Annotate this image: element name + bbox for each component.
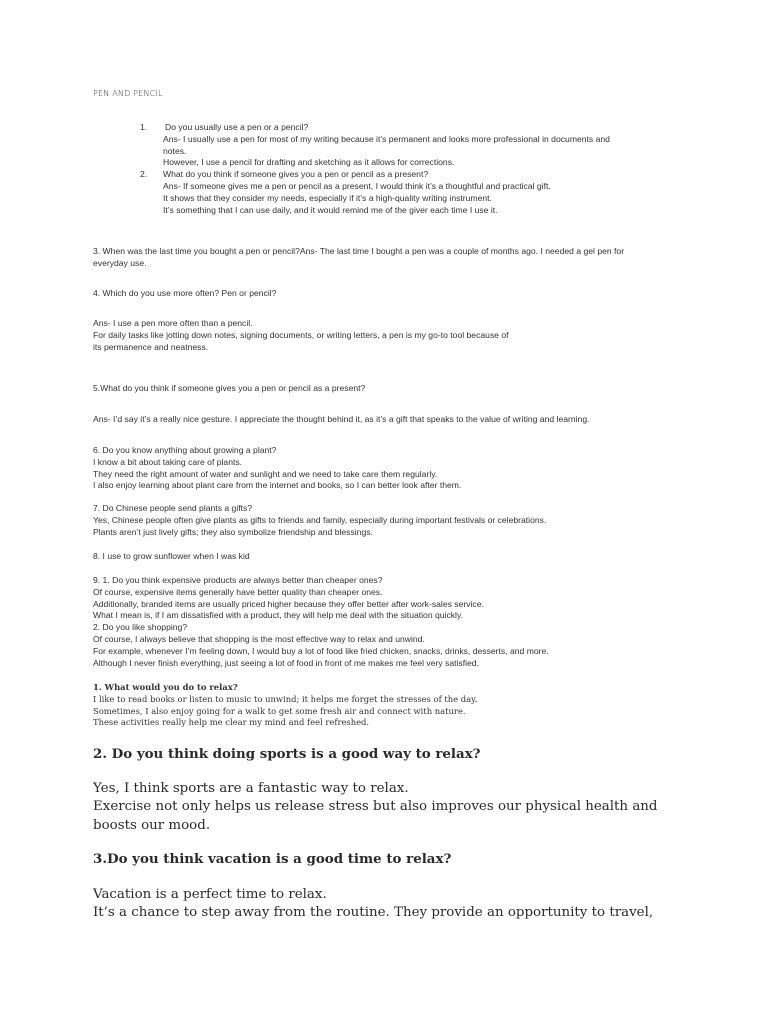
list-item [139, 122, 679, 169]
answer-line: Yes, Chinese people often give plants as gifts to friends and family, especially during important festivals or celebrations. [93, 514, 547, 525]
answer-line: It shows that they consider my needs, especially if it’s a high-quality writing instrument. [163, 192, 492, 203]
question-5-heading [93, 383, 693, 395]
question-3-block [93, 246, 693, 270]
answer-line: I like to read books or listen to music to unwind; it helps me forget the stresses of the day. [93, 693, 478, 704]
question-4-answer [93, 318, 693, 353]
relax-question-1-block [93, 682, 693, 729]
answer-line: boosts our mood. [93, 817, 211, 833]
answer-line: For example, whenever I’m feeling down, I would buy a lot of food like fried chicken, snacks, drinks, desserts, and more. [93, 645, 549, 656]
answer-line: Yes, I think sports are a fantastic way to relax. [93, 781, 409, 796]
answer-line: It’s a chance to step away from the routine. They provide an opportunity to travel, [93, 905, 654, 921]
paragraph-line: 3. When was the last time you bought a pen or pencil?Ans- The last time I bought a pen was a couple of months ago. I needed a gel pen for [93, 246, 625, 256]
answer-line: These activities really help me clear my mind and feel refreshed. [93, 717, 370, 728]
relax-question-3-answer [93, 886, 693, 923]
answer-line: Of course, I always believe that shopping is the most effective way to relax and unwind. [93, 633, 425, 644]
question-5-answer [93, 414, 693, 426]
question-text: Do you usually use a pen or a pencil? [165, 122, 309, 132]
paragraph-line: 8. I use to grow sunflower when I was kid [93, 551, 250, 561]
answer-line: Of course, expensive items generally have better quality than cheaper ones. [93, 586, 383, 597]
answer-line: Ans- If someone gives me a pen or pencil as a present, I would think it’s a thoughtful and practical gift. [163, 180, 551, 191]
answer-line: I also enjoy learning about plant care from the internet and books, so I can better look after them. [93, 480, 462, 491]
answer-line: Additionally, branded items are usually priced higher because they offer better after work-sales service. [93, 598, 484, 609]
question-6-block [93, 445, 693, 492]
answer-line: Ans- I’d say it’s a really nice gesture. I appreciate the thought behind it, as it’s a gift that speaks to the value of writing and learning. [93, 414, 590, 424]
question-text: 6. Do you know anything about growing a plant? [93, 445, 277, 455]
answer-line: Plants aren’t just lively gifts; they also symbolize friendship and blessings. [93, 526, 373, 537]
relax-question-3-heading: 3.Do you think vacation is a good time to relax? [93, 851, 452, 867]
answer-line: Ans- I use a pen more often than a pencil. [93, 318, 253, 328]
numbered-list [139, 122, 679, 216]
answer-line: Ans- I usually use a pen for most of my writing because it’s permanent and looks more professional in documents and [163, 133, 610, 144]
list-item [139, 169, 679, 216]
answer-line: Although I never finish everything, just seeing a lot of food in front of me makes me feel very satisfied. [93, 657, 479, 668]
answer-line: For daily tasks like jotting down notes, signing documents, or writing letters, a pen is my go-to tool because of [93, 329, 509, 340]
page-title: PEN AND PENCIL [93, 89, 163, 98]
answer-line: It’s something that I can use daily, and it would remind me of the giver each time I use it. [163, 204, 498, 215]
question-text: 7. Do Chinese people send plants a gifts? [93, 503, 253, 513]
question-text: 2. Do you like shopping? [93, 622, 188, 633]
question-7-block [93, 503, 693, 538]
question-text: 5.What do you think if someone gives you a pen or pencil as a present? [93, 383, 366, 393]
answer-line: However, I use a pencil for drafting and sketching as it allows for corrections. [163, 157, 455, 168]
question-text: 9. 1. Do you think expensive products are always better than cheaper ones? [93, 575, 383, 585]
question-8-block [93, 551, 693, 563]
relax-question-2-answer [93, 780, 693, 835]
list-number: 1. [140, 122, 148, 132]
answer-line: Exercise not only helps us release stress but also improves our physical health and [93, 799, 658, 815]
answer-line: They need the right amount of water and sunlight and we need to take care them regularly. [93, 468, 438, 479]
question-4-heading [93, 288, 693, 300]
answer-line: I know a bit about taking care of plants. [93, 456, 243, 467]
answer-line: Vacation is a perfect time to relax. [93, 887, 327, 902]
answer-line: What I mean is, if I am dissatisfied with a product, they will help me deal with the situation quickly. [93, 610, 464, 621]
question-text: 4. Which do you use more often? Pen or pencil? [93, 288, 277, 298]
paragraph-line: everyday use. [93, 257, 147, 268]
question-text: What do you think if someone gives you a pen or pencil as a present? [163, 169, 429, 180]
question-heading: 1. What would you do to relax? [93, 682, 238, 692]
answer-line: Sometimes, I also enjoy going for a walk to get some fresh air and connect with nature. [93, 705, 466, 716]
relax-question-2-heading: 2. Do you think doing sports is a good way to relax? [93, 746, 481, 762]
question-9-block [93, 575, 693, 669]
answer-line: its permanence and neatness. [93, 341, 209, 352]
answer-line: notes. [163, 145, 187, 156]
list-number: 2. [140, 169, 148, 180]
